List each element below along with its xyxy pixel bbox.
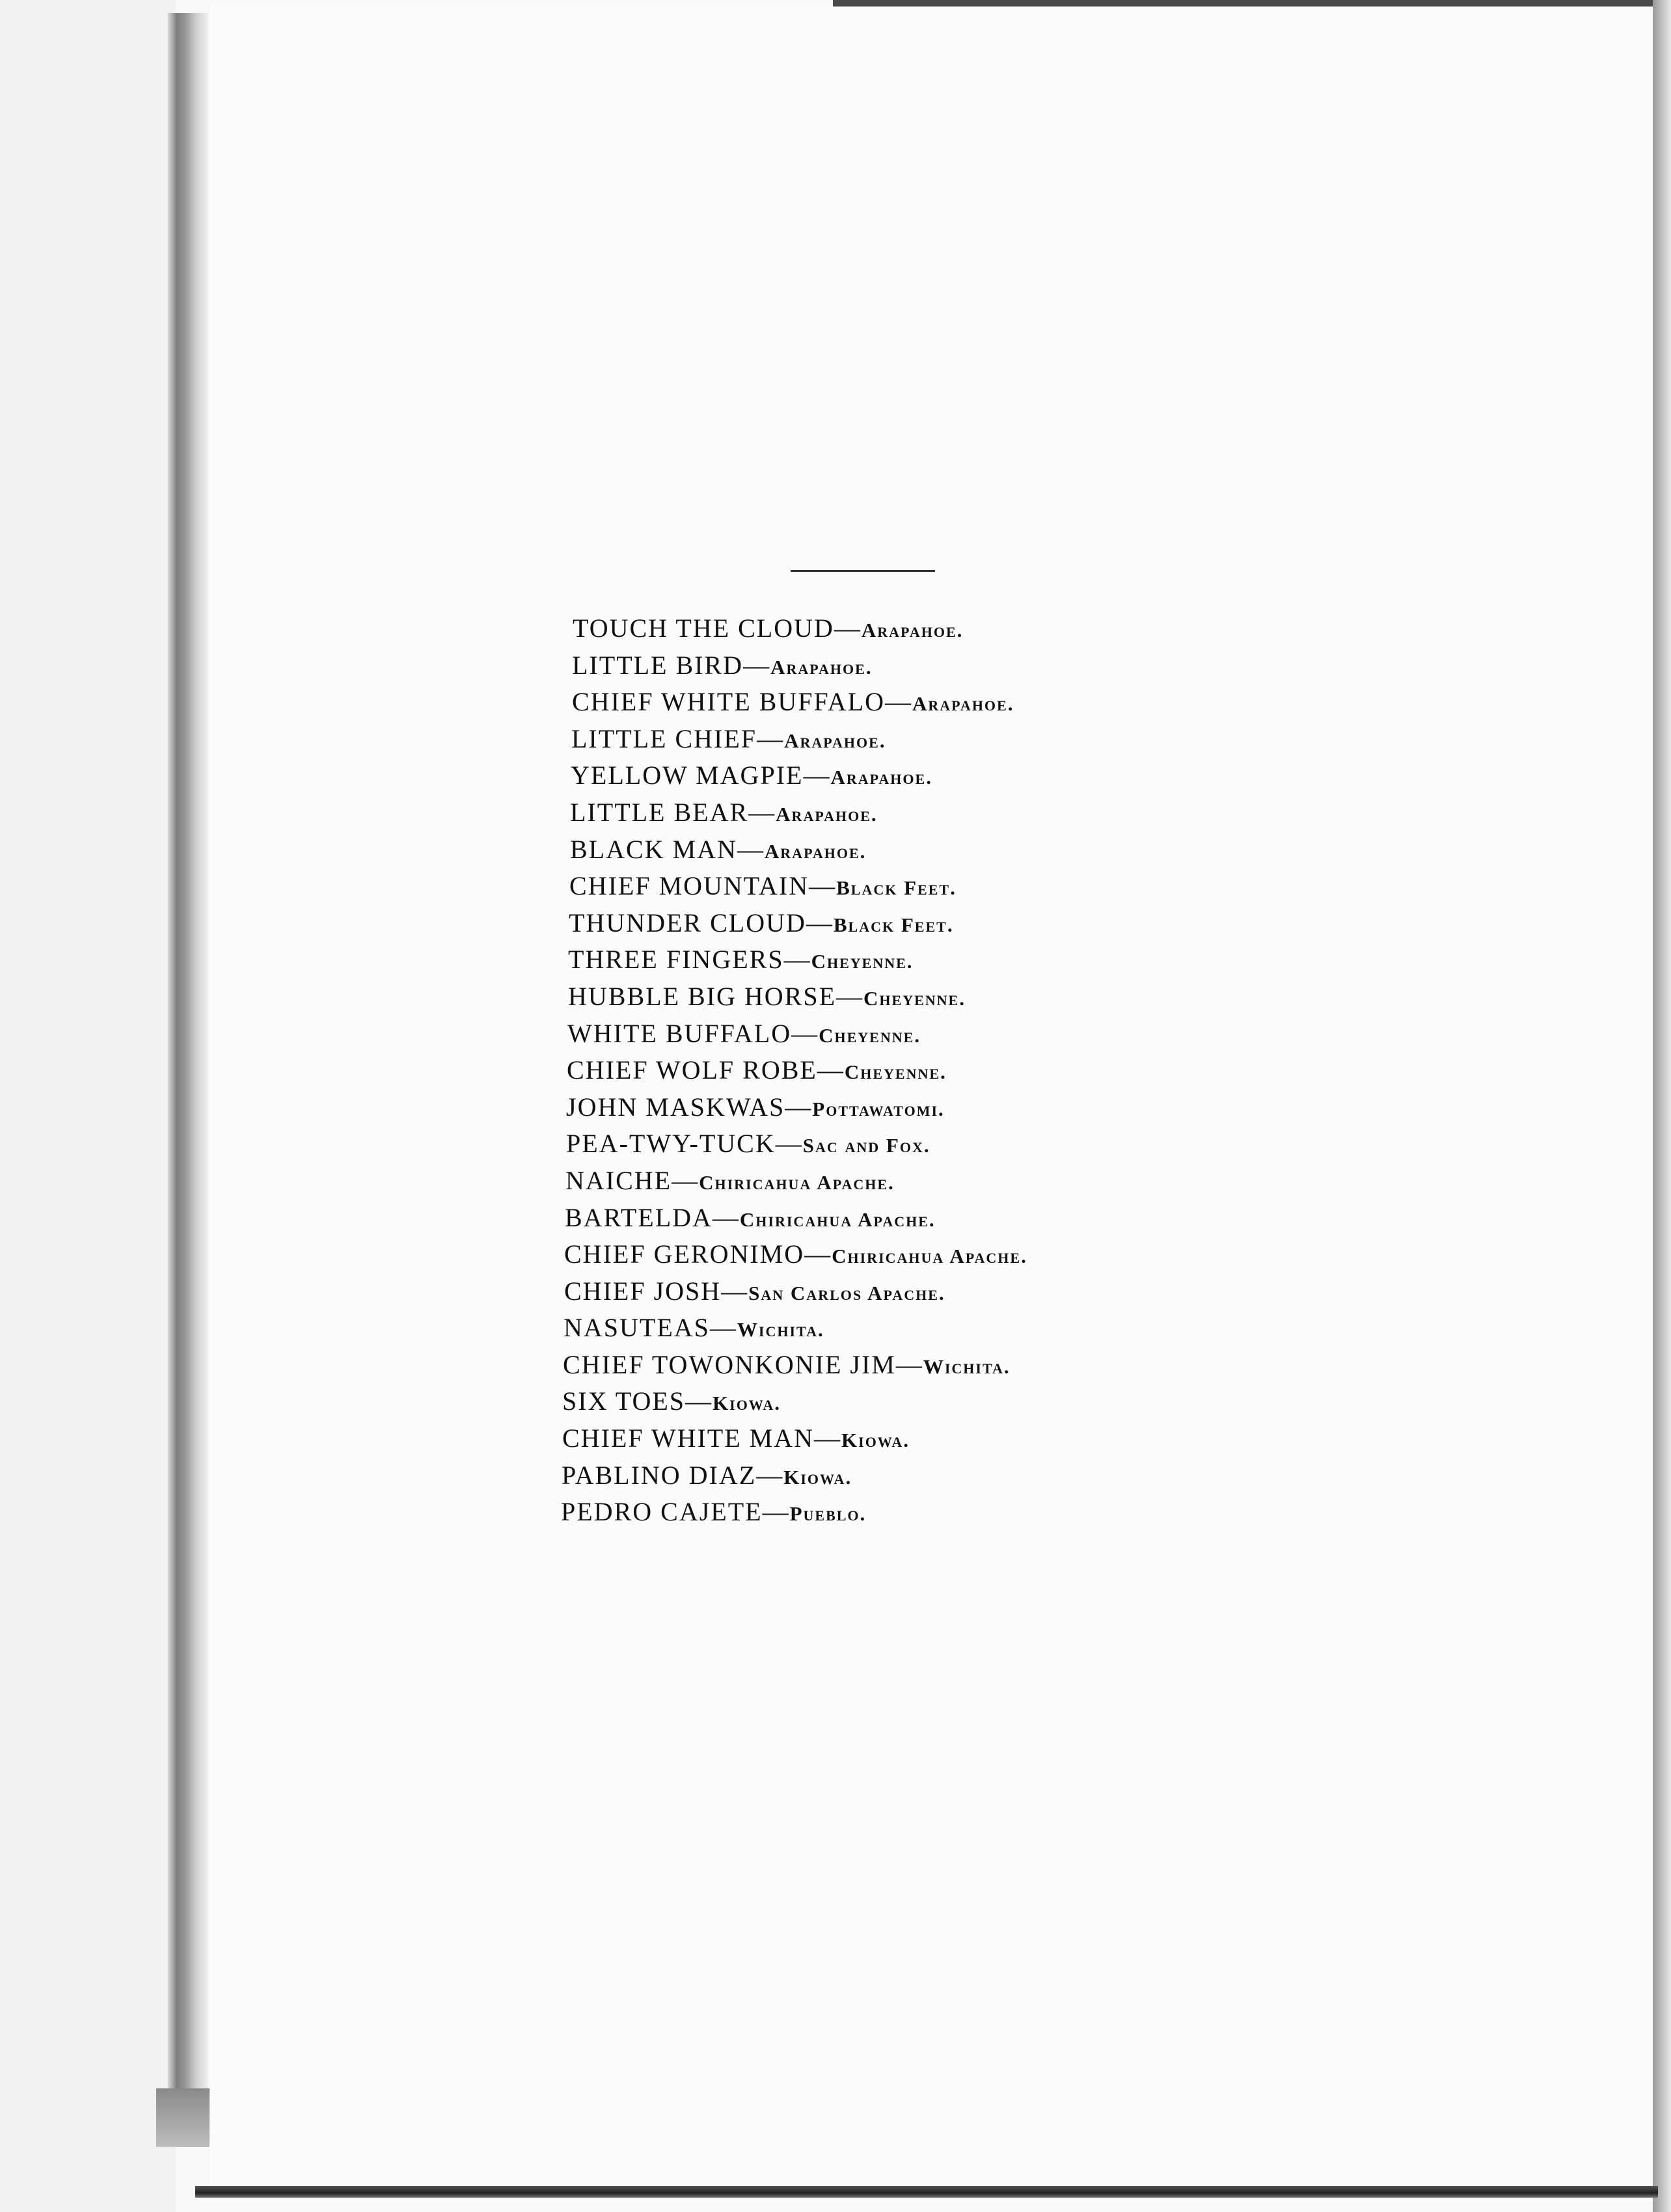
em-dash-separator: — (721, 1276, 749, 1306)
illustration-name: LITTLE BIRD (572, 650, 744, 680)
list-item (560, 1457, 1210, 1494)
illustration-name: CHIEF TOWONKONIE JIM (563, 1349, 896, 1379)
list-item (560, 831, 1210, 869)
title-divider (791, 570, 935, 572)
tribe-name: Arapahoe. (764, 839, 867, 863)
tribe-name: Black Feet. (833, 913, 954, 936)
list-item (560, 1236, 1210, 1273)
illustration-name: THUNDER CLOUD (569, 908, 806, 937)
tribe-name: San Carlos Apache. (748, 1281, 945, 1304)
list-item (560, 868, 1210, 905)
left-facing-page (0, 0, 176, 2212)
illustration-name: CHIEF JOSH (564, 1276, 722, 1306)
illustration-name: CHIEF MOUNTAIN (569, 871, 809, 901)
gutter-shadow (156, 2088, 215, 2147)
em-dash-separator: — (743, 650, 771, 680)
em-dash-separator: — (836, 981, 864, 1011)
em-dash-separator: — (791, 1018, 819, 1048)
list-item (560, 941, 1210, 978)
em-dash-separator: — (775, 1129, 803, 1159)
tribe-name: Kiowa. (841, 1429, 910, 1452)
list-item (560, 1310, 1210, 1347)
tribe-name: Kiowa. (713, 1392, 781, 1415)
em-dash-separator: — (806, 908, 834, 937)
page-top-edge (833, 0, 1653, 7)
tribe-name: Cheyenne. (863, 986, 966, 1010)
tribe-name: Wichita. (923, 1355, 1011, 1378)
illustration-name: THREE FINGERS (568, 945, 784, 975)
list-item (560, 1383, 1210, 1420)
illustration-name: LITTLE BEAR (570, 797, 749, 827)
tribe-name: Wichita. (737, 1318, 824, 1342)
em-dash-separator: — (748, 797, 776, 827)
list-item (560, 1347, 1210, 1384)
list-item (560, 1089, 1210, 1126)
list-item (560, 905, 1210, 942)
em-dash-separator: — (757, 723, 785, 753)
em-dash-separator: — (785, 1092, 813, 1122)
illustration-name: CHIEF WHITE MAN (562, 1423, 815, 1453)
illustration-name: CHIEF GERONIMO (564, 1239, 805, 1269)
illustration-name: WHITE BUFFALO (567, 1018, 792, 1048)
list-item (560, 647, 1210, 684)
illustration-name: PEA-TWY-TUCK (566, 1129, 776, 1159)
tribe-name: Cheyenne. (844, 1060, 947, 1084)
em-dash-separator: — (762, 1497, 790, 1527)
list-item (560, 1273, 1210, 1310)
illustration-name: NAICHE (565, 1165, 672, 1195)
illustration-name: BLACK MAN (570, 834, 737, 864)
illustration-name: BARTELDA (565, 1202, 713, 1232)
em-dash-separator: — (809, 871, 837, 901)
em-dash-separator: — (685, 1386, 713, 1416)
em-dash-separator: — (803, 761, 831, 790)
list-item (560, 757, 1210, 794)
tribe-name: Arapahoe. (776, 802, 878, 826)
illustrations-list (560, 610, 1210, 1531)
list-item (560, 1126, 1210, 1163)
illustration-name: JOHN MASKWAS (566, 1092, 785, 1122)
list-item (560, 1494, 1210, 1531)
list-item (560, 684, 1210, 721)
tribe-name: Pottawatomi. (812, 1097, 945, 1120)
em-dash-separator: — (672, 1165, 700, 1195)
tribe-name: Pueblo. (789, 1502, 867, 1526)
list-item (560, 794, 1210, 831)
tribe-name: Chiricahua Apache. (739, 1207, 936, 1231)
em-dash-separator: — (712, 1202, 740, 1232)
illustration-name: SIX TOES (562, 1386, 686, 1416)
list-item (560, 721, 1210, 758)
page-bottom-edge (195, 2186, 1658, 2198)
list-item (560, 1200, 1210, 1237)
illustration-name: PABLINO DIAZ (562, 1460, 757, 1490)
list-item (560, 1420, 1210, 1457)
em-dash-separator: — (895, 1349, 923, 1379)
tribe-name: Chiricahua Apache. (699, 1170, 895, 1194)
illustration-name: CHIEF WOLF ROBE (567, 1055, 817, 1085)
em-dash-separator: — (737, 834, 765, 864)
em-dash-separator: — (814, 1423, 842, 1453)
illustration-name: LITTLE CHIEF (571, 723, 757, 753)
em-dash-separator: — (783, 945, 811, 975)
tribe-name: Chiricahua Apache. (832, 1245, 1027, 1268)
tribe-name: Arapahoe. (830, 766, 932, 789)
illustration-name: CHIEF WHITE BUFFALO (572, 687, 885, 717)
illustration-name: TOUCH THE CLOUD (573, 614, 834, 643)
illustration-name: YELLOW MAGPIE (571, 761, 804, 790)
list-item (560, 1016, 1210, 1053)
illustration-name: HUBBLE BIG HORSE (568, 981, 837, 1011)
tribe-name: Cheyenne. (819, 1023, 921, 1047)
illustration-name: NASUTEAS (564, 1313, 710, 1343)
em-dash-separator: — (817, 1055, 845, 1085)
page-right-edge (1653, 0, 1671, 2212)
tribe-name: Arapahoe. (784, 729, 886, 752)
tribe-name: Black Feet. (836, 876, 957, 900)
em-dash-separator: — (884, 687, 912, 717)
illustration-name: PEDRO CAJETE (561, 1497, 763, 1527)
list-item (560, 978, 1210, 1016)
em-dash-separator: — (834, 614, 862, 643)
list-item (560, 610, 1210, 647)
list-item (560, 1163, 1210, 1200)
tribe-name: Arapahoe. (770, 655, 873, 679)
tribe-name: Arapahoe. (861, 619, 964, 641)
em-dash-separator: — (756, 1460, 784, 1490)
tribe-name: Sac and Fox. (802, 1134, 931, 1157)
em-dash-separator: — (709, 1313, 737, 1343)
book-gutter (168, 13, 208, 2108)
em-dash-separator: — (804, 1239, 832, 1269)
list-item (560, 1052, 1210, 1089)
tribe-name: Kiowa. (783, 1465, 852, 1489)
tribe-name: Cheyenne. (811, 950, 914, 973)
tribe-name: Arapahoe. (912, 692, 1014, 716)
